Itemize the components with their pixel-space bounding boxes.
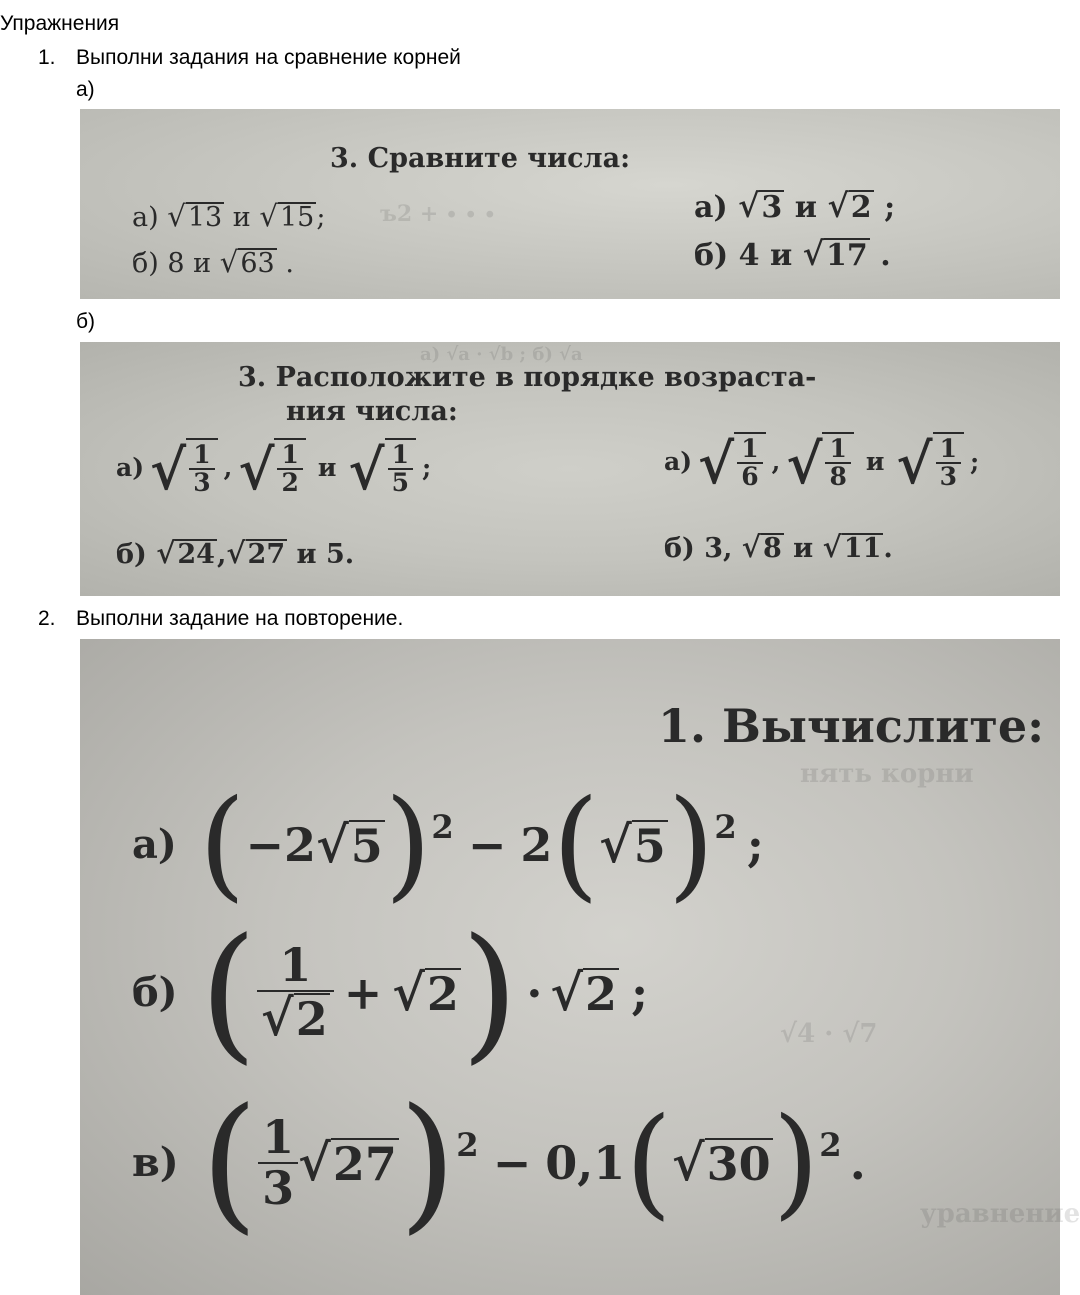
photo2-title-line2: ния числа: — [286, 396, 458, 427]
label: а) — [664, 446, 693, 476]
photo1-right-b: б) 4 и √17 . — [694, 235, 891, 273]
and-word: и — [794, 190, 817, 225]
item-1-sub-a-label: а) — [76, 78, 95, 101]
and-word: и — [793, 533, 814, 564]
page-heading: Упражнения — [0, 12, 120, 35]
number: 5. — [325, 539, 355, 570]
number: 8 — [167, 248, 185, 279]
sqrt-24: √24 — [156, 536, 215, 570]
photo2-left-b: б) √24,√27 и 5. — [116, 536, 355, 570]
sqrt-frac-1-6: √ $\frac{1}{6}$ — [698, 432, 766, 491]
photo-compare-numbers: ъ2 + ∙ ∙ ∙ 3. Сравните числа: а) √13 и √15; б) 8 и √63 . а) √3 и √2 ; б) 4 и √17 . — [80, 109, 1060, 299]
label: а) — [116, 452, 145, 482]
sqrt-30: √30 — [671, 1133, 771, 1193]
label: а) — [132, 202, 159, 233]
sqrt-frac-1-5: √ $\frac{1}{5}$ — [348, 438, 416, 497]
sqrt-5: √5 — [316, 815, 383, 875]
sqrt-5-second: √5 — [599, 815, 666, 875]
sqrt-8: √8 — [741, 530, 782, 564]
photo1-left-a: а) √13 и √15; — [132, 199, 326, 233]
sqrt-11: √11 — [822, 530, 882, 564]
photo1-right-a: а) √3 и √2 ; — [694, 187, 896, 225]
photo1-left-b: б) 8 и √63 . — [132, 245, 294, 279]
item-1-text: Выполни задания на сравнение корней — [76, 46, 461, 69]
sqrt-3: √3 — [738, 187, 783, 225]
label: а) — [132, 821, 177, 869]
sqrt-27: √27 — [226, 536, 286, 570]
sqrt-frac-1-3-right: √ $\frac{1}{3}$ — [896, 432, 964, 491]
number: 3, — [704, 533, 733, 564]
and-word: и — [296, 539, 317, 570]
photo-order-numbers: а) √а · √b ; б) √а 3. Расположите в порядке возраста- ния числа: а) √ $\frac{1}{3}$ , √ $\frac{1}{2}$ и √ $\frac{1}{5}$ ; б) √24,√27 и 5. а) √ $\frac{1}{6}$ , √ $\frac{1}{8}$ и √ $\frac{1}{3}$ ; б) 3, √8 и √11. — [80, 342, 1060, 596]
item-1-sub-b-label: б) — [76, 310, 96, 333]
and-word: и — [232, 202, 251, 233]
label: б) — [132, 969, 178, 1017]
label: б) — [132, 248, 159, 279]
sqrt-2: √2 — [827, 187, 872, 225]
item-2-text: Выполни задание на повторение. — [76, 607, 404, 630]
sqrt-15: √15 — [259, 199, 315, 233]
sqrt-2-second: √2 — [550, 963, 618, 1023]
item-1-number: 1. — [38, 46, 56, 69]
photo3-c: в) ( $\frac{1}{3}$ √27 ) 2 − 0,1 ( √30 ) 2 . — [132, 1076, 866, 1248]
label: б) — [664, 533, 695, 564]
label: в) — [132, 1139, 179, 1187]
label: б) — [116, 539, 147, 570]
fraction-1-3: $\frac{1}{3}$ — [258, 1113, 298, 1212]
and-word: и — [193, 248, 212, 279]
sqrt-frac-1-8: √ $\frac{1}{8}$ — [786, 432, 854, 491]
photo-calculate: нять корни √4 · √7 уравнение 1. Вычислите: а) ( −2 √5 ) 2 − 2 ( √5 ) 2 ; б) ( $\frac{1}{√2}$ + √2 ) · √2 ; в) ( $\frac{1}{3}$ √27 ) 2 − 0,1 ( √30 ) 2 . — [80, 639, 1060, 1295]
photo3-title: 1. Вычислите: — [658, 699, 1045, 753]
item-2-number: 2. — [38, 607, 56, 630]
and-word: и — [865, 446, 885, 476]
and-word: и — [770, 238, 793, 273]
photo3-b: б) ( $\frac{1}{√2}$ + √2 ) · √2 ; — [132, 906, 649, 1078]
photo2-left-a: а) √ $\frac{1}{3}$ , √ $\frac{1}{2}$ и √ $\frac{1}{5}$ ; — [116, 436, 432, 502]
sqrt-frac-1-3: √ $\frac{1}{3}$ — [150, 438, 218, 497]
sqrt-17: √17 — [802, 235, 868, 273]
photo2-right-b: б) 3, √8 и √11. — [664, 530, 893, 564]
sqrt-frac-1-2: √ $\frac{1}{2}$ — [238, 438, 306, 497]
label: а) — [694, 190, 728, 225]
and-word: и — [317, 452, 337, 482]
sqrt-13: √13 — [167, 199, 223, 233]
photo2-title-line1: 3. Расположите в порядке возраста- — [238, 362, 817, 393]
sqrt-2: √2 — [392, 963, 459, 1023]
sqrt-63: √63 — [219, 245, 275, 279]
photo3-a: а) ( −2 √5 ) 2 − 2 ( √5 ) 2 ; — [132, 775, 764, 914]
fraction-1-over-sqrt2: $\frac{1}{√2}$ — [257, 941, 334, 1043]
photo2-right-a: а) √ $\frac{1}{6}$ , √ $\frac{1}{8}$ и √ $\frac{1}{3}$ ; — [664, 430, 980, 496]
number: 4 — [738, 238, 760, 273]
photo1-title: 3. Сравните числа: — [330, 143, 631, 174]
sqrt-27: √27 — [298, 1133, 397, 1193]
label: б) — [694, 238, 729, 273]
